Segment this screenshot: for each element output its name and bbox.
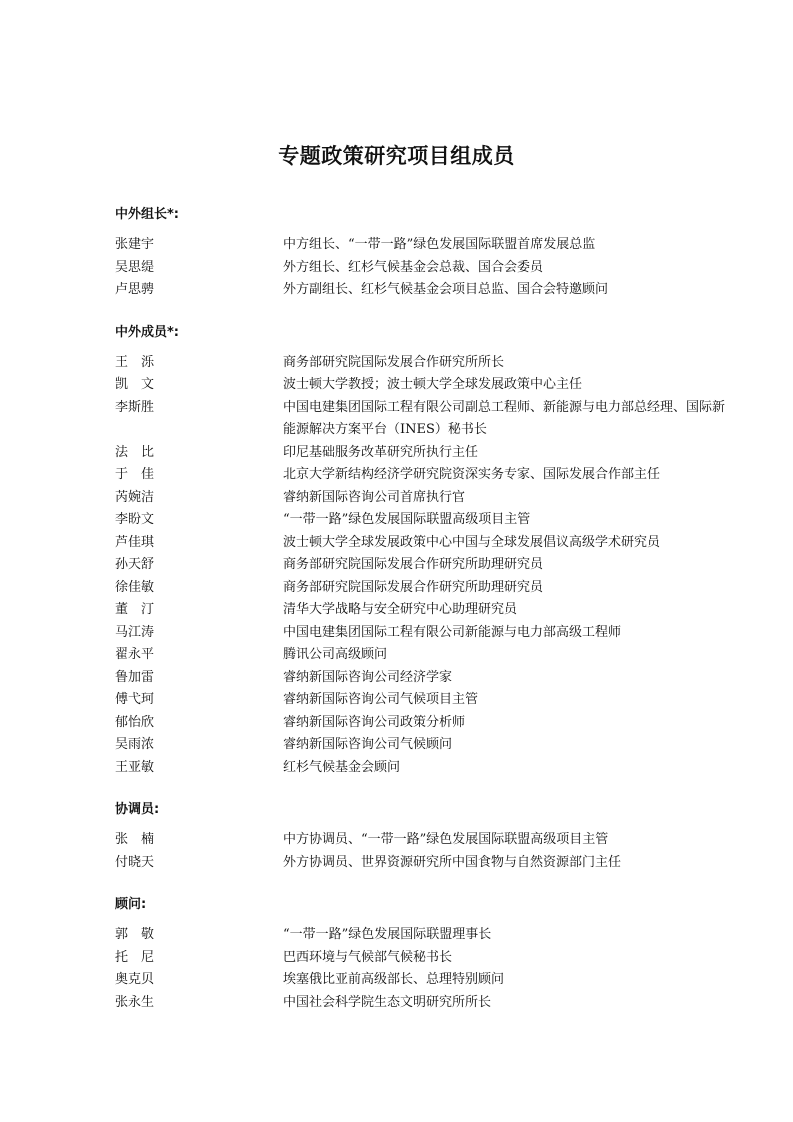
member-row — [115, 757, 735, 780]
member-name: 奥克贝 — [115, 972, 155, 987]
member-section — [115, 799, 735, 874]
member-row — [115, 257, 735, 280]
member-name: 吴雨浓 — [115, 737, 155, 752]
member-row — [115, 234, 735, 257]
member-row — [115, 487, 735, 510]
member-role: 睿纳新国际咨询公司首席执行官 — [283, 489, 466, 505]
member-row — [115, 577, 735, 600]
member-role: 睿纳新国际咨询公司气候项目主管 — [283, 692, 479, 707]
member-name: 法 比 — [115, 444, 155, 460]
member-role: 腾讯公司高级顾问 — [283, 647, 388, 662]
member-role: 商务部研究院国际发展合作研究所所长 — [283, 354, 505, 370]
member-name: 董 汀 — [115, 602, 155, 617]
member-row — [115, 509, 735, 532]
member-row — [115, 689, 735, 712]
member-role: 外方协调员、世界资源研究所中国食物与自然资源部门主任 — [283, 854, 622, 870]
member-name: 凯 文 — [115, 377, 155, 392]
member-row — [115, 969, 735, 992]
member-role: 外方副组长、红杉气候基金会项目总监、国合会特邀顾问 — [283, 282, 609, 297]
member-row — [115, 374, 735, 397]
member-name: 徐佳敏 — [115, 579, 155, 595]
member-row — [115, 279, 735, 302]
member-name: 于 佳 — [115, 467, 155, 482]
member-row — [115, 924, 735, 947]
member-name: 鲁加雷 — [115, 669, 155, 685]
member-name: 李盼文 — [115, 512, 155, 527]
member-role: 清华大学战略与安全研究中心助理研究员 — [283, 602, 518, 617]
member-role: 中方组长、“一带一路”绿色发展国际联盟首席发展总监 — [283, 237, 596, 252]
member-row — [115, 554, 735, 577]
member-row — [115, 829, 735, 852]
member-row — [115, 599, 735, 622]
member-role: 中国电建集团国际工程有限公司新能源与电力部高级工程师 — [283, 624, 622, 640]
member-role: 波士顿大学教授；波士顿大学全球发展政策中心主任 — [283, 377, 583, 392]
member-name: 郭 敬 — [115, 927, 155, 942]
member-row — [115, 712, 735, 735]
member-role: 商务部研究院国际发展合作研究所助理研究员 — [283, 557, 544, 572]
member-section — [115, 322, 735, 780]
member-role: 中国社会科学院生态文明研究所所长 — [283, 994, 492, 1010]
member-role: 中国电建集团国际工程有限公司副总工程师、新能源与电力部总经理、国际新能源解决方案平台（INES）秘书长 — [283, 399, 726, 437]
member-list — [115, 204, 735, 1034]
member-role: 外方组长、红杉气候基金会总裁、国合会委员 — [283, 259, 544, 275]
member-name: 卢思骋 — [115, 282, 155, 297]
member-name: 翟永平 — [115, 647, 155, 662]
member-role: 睿纳新国际咨询公司政策分析师 — [283, 714, 466, 730]
member-role: 红杉气候基金会顾问 — [283, 759, 401, 775]
member-name: 傅弋珂 — [115, 692, 155, 707]
member-name: 芦佳琪 — [115, 534, 155, 550]
member-name: 芮婉洁 — [115, 489, 155, 505]
member-row — [115, 442, 735, 465]
member-row — [115, 397, 735, 442]
member-name: 王 泺 — [115, 354, 155, 370]
member-role: 商务部研究院国际发展合作研究所助理研究员 — [283, 579, 544, 595]
member-name: 付晓天 — [115, 854, 155, 870]
member-name: 李斯胜 — [115, 399, 155, 415]
member-row — [115, 464, 735, 487]
member-row — [115, 947, 735, 970]
member-row — [115, 352, 735, 375]
member-row — [115, 644, 735, 667]
member-name: 张永生 — [115, 994, 155, 1010]
member-role: 埃塞俄比亚前高级部长、总理特别顾问 — [283, 972, 505, 987]
page-title: 专题政策研究项目组成员 — [278, 144, 515, 168]
member-name: 孙天舒 — [115, 557, 155, 572]
member-row — [115, 667, 735, 690]
member-role: 中方协调员、“一带一路”绿色发展国际联盟高级项目主管 — [283, 832, 609, 847]
member-name: 郁怡欣 — [115, 714, 155, 730]
member-role: 北京大学新结构经济学研究院资深实务专家、国际发展合作部主任 — [283, 467, 661, 482]
member-section — [115, 204, 735, 302]
section-heading: 中外成员*: — [115, 324, 179, 340]
member-row — [115, 622, 735, 645]
member-name: 托 尼 — [115, 949, 155, 965]
member-role: “一带一路”绿色发展国际联盟高级项目主管 — [283, 512, 531, 527]
section-heading: 中外组长*: — [115, 207, 179, 222]
section-heading: 协调员: — [115, 802, 160, 817]
member-name: 王亚敏 — [115, 759, 155, 775]
member-row — [115, 532, 735, 555]
member-row — [115, 734, 735, 757]
member-role: 睿纳新国际咨询公司经济学家 — [283, 669, 453, 685]
member-role: 巴西环境与气候部气候秘书长 — [283, 949, 453, 965]
member-role: “一带一路”绿色发展国际联盟理事长 — [283, 927, 492, 942]
section-heading: 顾问: — [115, 897, 147, 912]
member-role: 印尼基础服务改革研究所执行主任 — [283, 444, 479, 460]
member-role: 睿纳新国际咨询公司气候顾问 — [283, 737, 453, 752]
member-name: 张 楠 — [115, 832, 155, 847]
member-role: 波士顿大学全球发展政策中心中国与全球发展倡议高级学术研究员 — [283, 534, 661, 550]
member-name: 张建宇 — [115, 237, 155, 252]
member-name: 吴思缇 — [115, 259, 155, 275]
member-section — [115, 894, 735, 1014]
member-row — [115, 992, 735, 1015]
member-name: 马江涛 — [115, 624, 155, 640]
member-row — [115, 852, 735, 875]
